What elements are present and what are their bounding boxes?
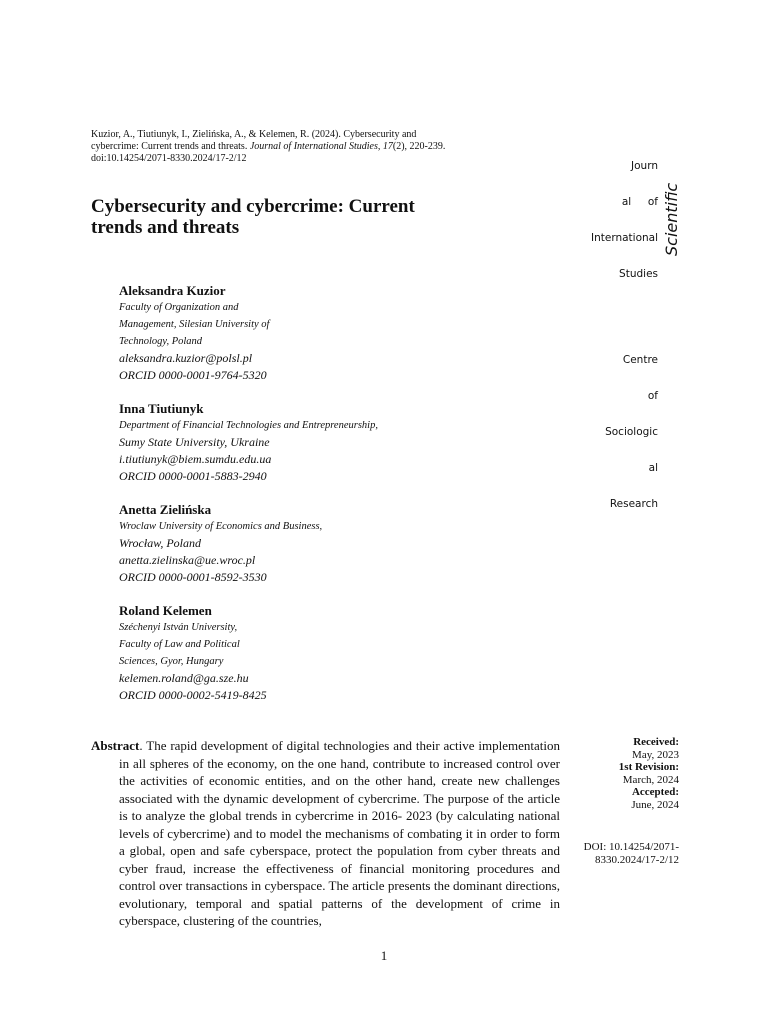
journal-line: International [590,232,658,244]
page-number: 1 [380,948,388,963]
centre-line: Sociologic [605,426,658,438]
citation-suffix: (2), 220-239. doi:10.14254/2071-8330.2024/17-2/12 [91,141,446,164]
citation-journal: Journal of International Studies, 17 [249,141,393,152]
author-email: kelemen.roland@ga.sze.hu [119,671,249,685]
journal-logo [591,136,658,522]
author-name: Aleksandra Kuzior [119,283,226,298]
received-label: Received: [633,736,679,748]
author-name: Roland Kelemen [119,603,212,618]
author-orcid: ORCID 0000-0001-8592-3530 [119,570,267,584]
author-block [119,602,439,704]
author-affiliation: Management, Silesian University of [119,319,270,330]
citation [91,129,463,165]
author-block [119,282,439,384]
accepted-label: Accepted: [631,786,679,798]
author-affiliation: Department of Financial Technologies and Entrepreneurship, [119,420,378,431]
journal-line: Studies [619,268,658,280]
centre-line: Research [609,498,658,510]
author-email: aleksandra.kuzior@polsl.pl [119,351,253,365]
author-email: anetta.zielinska@ue.wroc.pl [119,553,256,567]
abstract [91,737,560,930]
abstract-label: Abstract [91,738,140,753]
author-block [119,501,439,586]
journal-line: Journ [631,160,658,172]
paper-title: Cybersecurity and cybercrime: Current trends and threats [91,196,415,238]
accepted-date: June, 2024 [631,798,679,811]
author-orcid: ORCID 0000-0001-5883-2940 [119,469,267,483]
author-affiliation: Technology, Poland [119,336,203,347]
centre-line: al [648,462,658,474]
author-orcid: ORCID 0000-0001-9764-5320 [119,368,267,382]
article-dates [569,736,679,866]
author-affiliation: Széchenyi István University, [119,622,238,633]
author-orcid: ORCID 0000-0002-5419-8425 [119,688,267,702]
revision-label: 1st Revision: [618,761,679,773]
author-name: Anetta Zielińska [119,502,212,517]
author-list [119,282,439,720]
centre-line: of [647,390,658,402]
centre-line: Centre [622,354,658,366]
author-name: Inna Tiutiunyk [119,401,204,416]
revision-date: March, 2024 [622,773,679,786]
doi: DOI: 10.14254/2071-8330.2024/17-2/12 [583,841,679,866]
abstract-text: . The rapid development of digital technologies and their active implementation in all spheres of the economy, on the one hand, contribute to increased control over the activities of economic entities, and on the other hand, create new challenges associated with the dynamic development of cybercrime. The purpose of the article is to analyze the global trends in cybercrime in 2016- 2023 (by calculating national levels of cybercrime) and to model the mechanisms of combating it in order to form a global, open and safe cyberspace, protect the population from cyber threats and cyber fraud, increase the effectiveness of financial monitoring procedures and control over transactions in cyberspace. The article presents the dominant directions, evolutionary, temporal and spatial patterns of the development of crime in cyberspace, clustering of the countries, [119,738,560,928]
author-email: i.tiutiunyk@biem.sumdu.edu.ua [119,452,272,466]
journal-line: al of [621,196,658,208]
received-date: May, 2023 [632,748,679,761]
author-affiliation: Sumy State University, Ukraine [119,435,270,449]
author-affiliation: Sciences, Gyor, Hungary [119,656,224,667]
author-affiliation: Faculty of Organization and [119,302,239,313]
citation-prefix: Kuzior, A., Tiutiunyk, I., Zielińska, A., & Kelemen, R. (2024). Cybersecurity and cybercrime: Current trends and threats. [91,129,417,152]
author-block [119,400,439,485]
author-affiliation: Wrocław, Poland [119,536,201,550]
author-affiliation: Wroclaw University of Economics and Business, [119,521,323,532]
author-affiliation: Faculty of Law and Political [119,639,240,650]
scientific-vertical-label: Scientific [662,182,681,256]
